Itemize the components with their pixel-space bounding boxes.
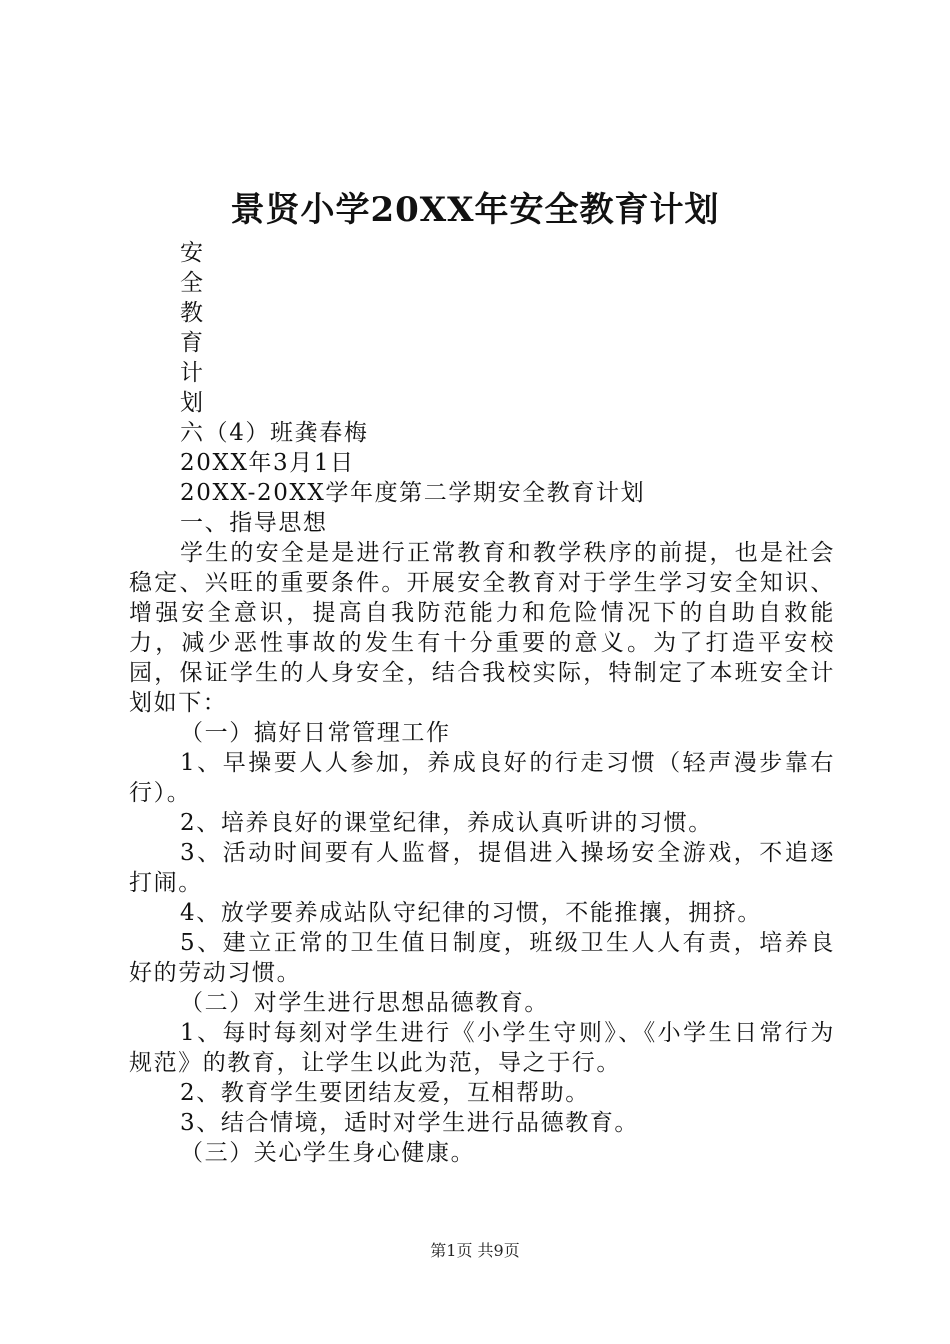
page-footer: 第1页 共9页 <box>430 1241 520 1260</box>
vertical-heading-char: 安 <box>180 240 203 266</box>
section-heading: 一、指导思想 <box>180 510 328 536</box>
document-title: 景贤小学20XX年安全教育计划 <box>230 190 720 230</box>
vertical-heading-char: 划 <box>180 390 203 416</box>
vertical-heading-char: 全 <box>180 270 203 296</box>
list-item: 3、结合情境，适时对学生进行品德教育。 <box>180 1110 640 1136</box>
subtitle-line: 20XX-20XX学年度第二学期安全教育计划 <box>180 480 646 506</box>
subsection-heading: （一）搞好日常管理工作 <box>180 720 451 746</box>
paragraph: 学生的安全是是进行正常教育和教学秩序的前提，也是社会稳定、兴旺的重要条件。开展安全教育对于学生学习安全知识、增强安全意识，提高自我防范能力和危险情况下的自助自救能力，减少恶性事故的发生有十分重要的意义。为了打造平安校园，保证学生的人身安全，结合我校实际，特制定了本班安全计划如下： <box>129 540 835 716</box>
document-body <box>129 418 835 1168</box>
list-item: 4、放学要养成站队守纪律的习惯，不能推攘，拥挤。 <box>180 900 763 926</box>
vertical-heading-char: 育 <box>180 330 203 356</box>
vertical-heading <box>180 238 210 418</box>
list-item: 2、教育学生要团结友爱，互相帮助。 <box>180 1080 590 1106</box>
author-line: 六（4）班龚春梅 <box>180 420 369 446</box>
date-line: 20XX年3月1日 <box>180 450 355 476</box>
list-item: 2、培养良好的课堂纪律，养成认真听讲的习惯。 <box>180 810 713 836</box>
vertical-heading-char: 计 <box>180 360 203 386</box>
subsection-heading: （三）关心学生身心健康。 <box>180 1140 476 1166</box>
list-item: 1、每时每刻对学生进行《小学生守则》、《小学生日常行为规范》的教育，让学生以此为范，导之于行。 <box>129 1020 835 1076</box>
list-item: 1、早操要人人参加，养成良好的行走习惯（轻声漫步靠右行）。 <box>129 750 835 806</box>
subsection-heading: （二）对学生进行思想品德教育。 <box>180 990 549 1016</box>
vertical-heading-char: 教 <box>180 300 203 326</box>
list-item: 3、活动时间要有人监督，提倡进入操场安全游戏，不追逐打闹。 <box>129 840 835 896</box>
list-item: 5、建立正常的卫生值日制度，班级卫生人人有责，培养良好的劳动习惯。 <box>129 930 835 986</box>
